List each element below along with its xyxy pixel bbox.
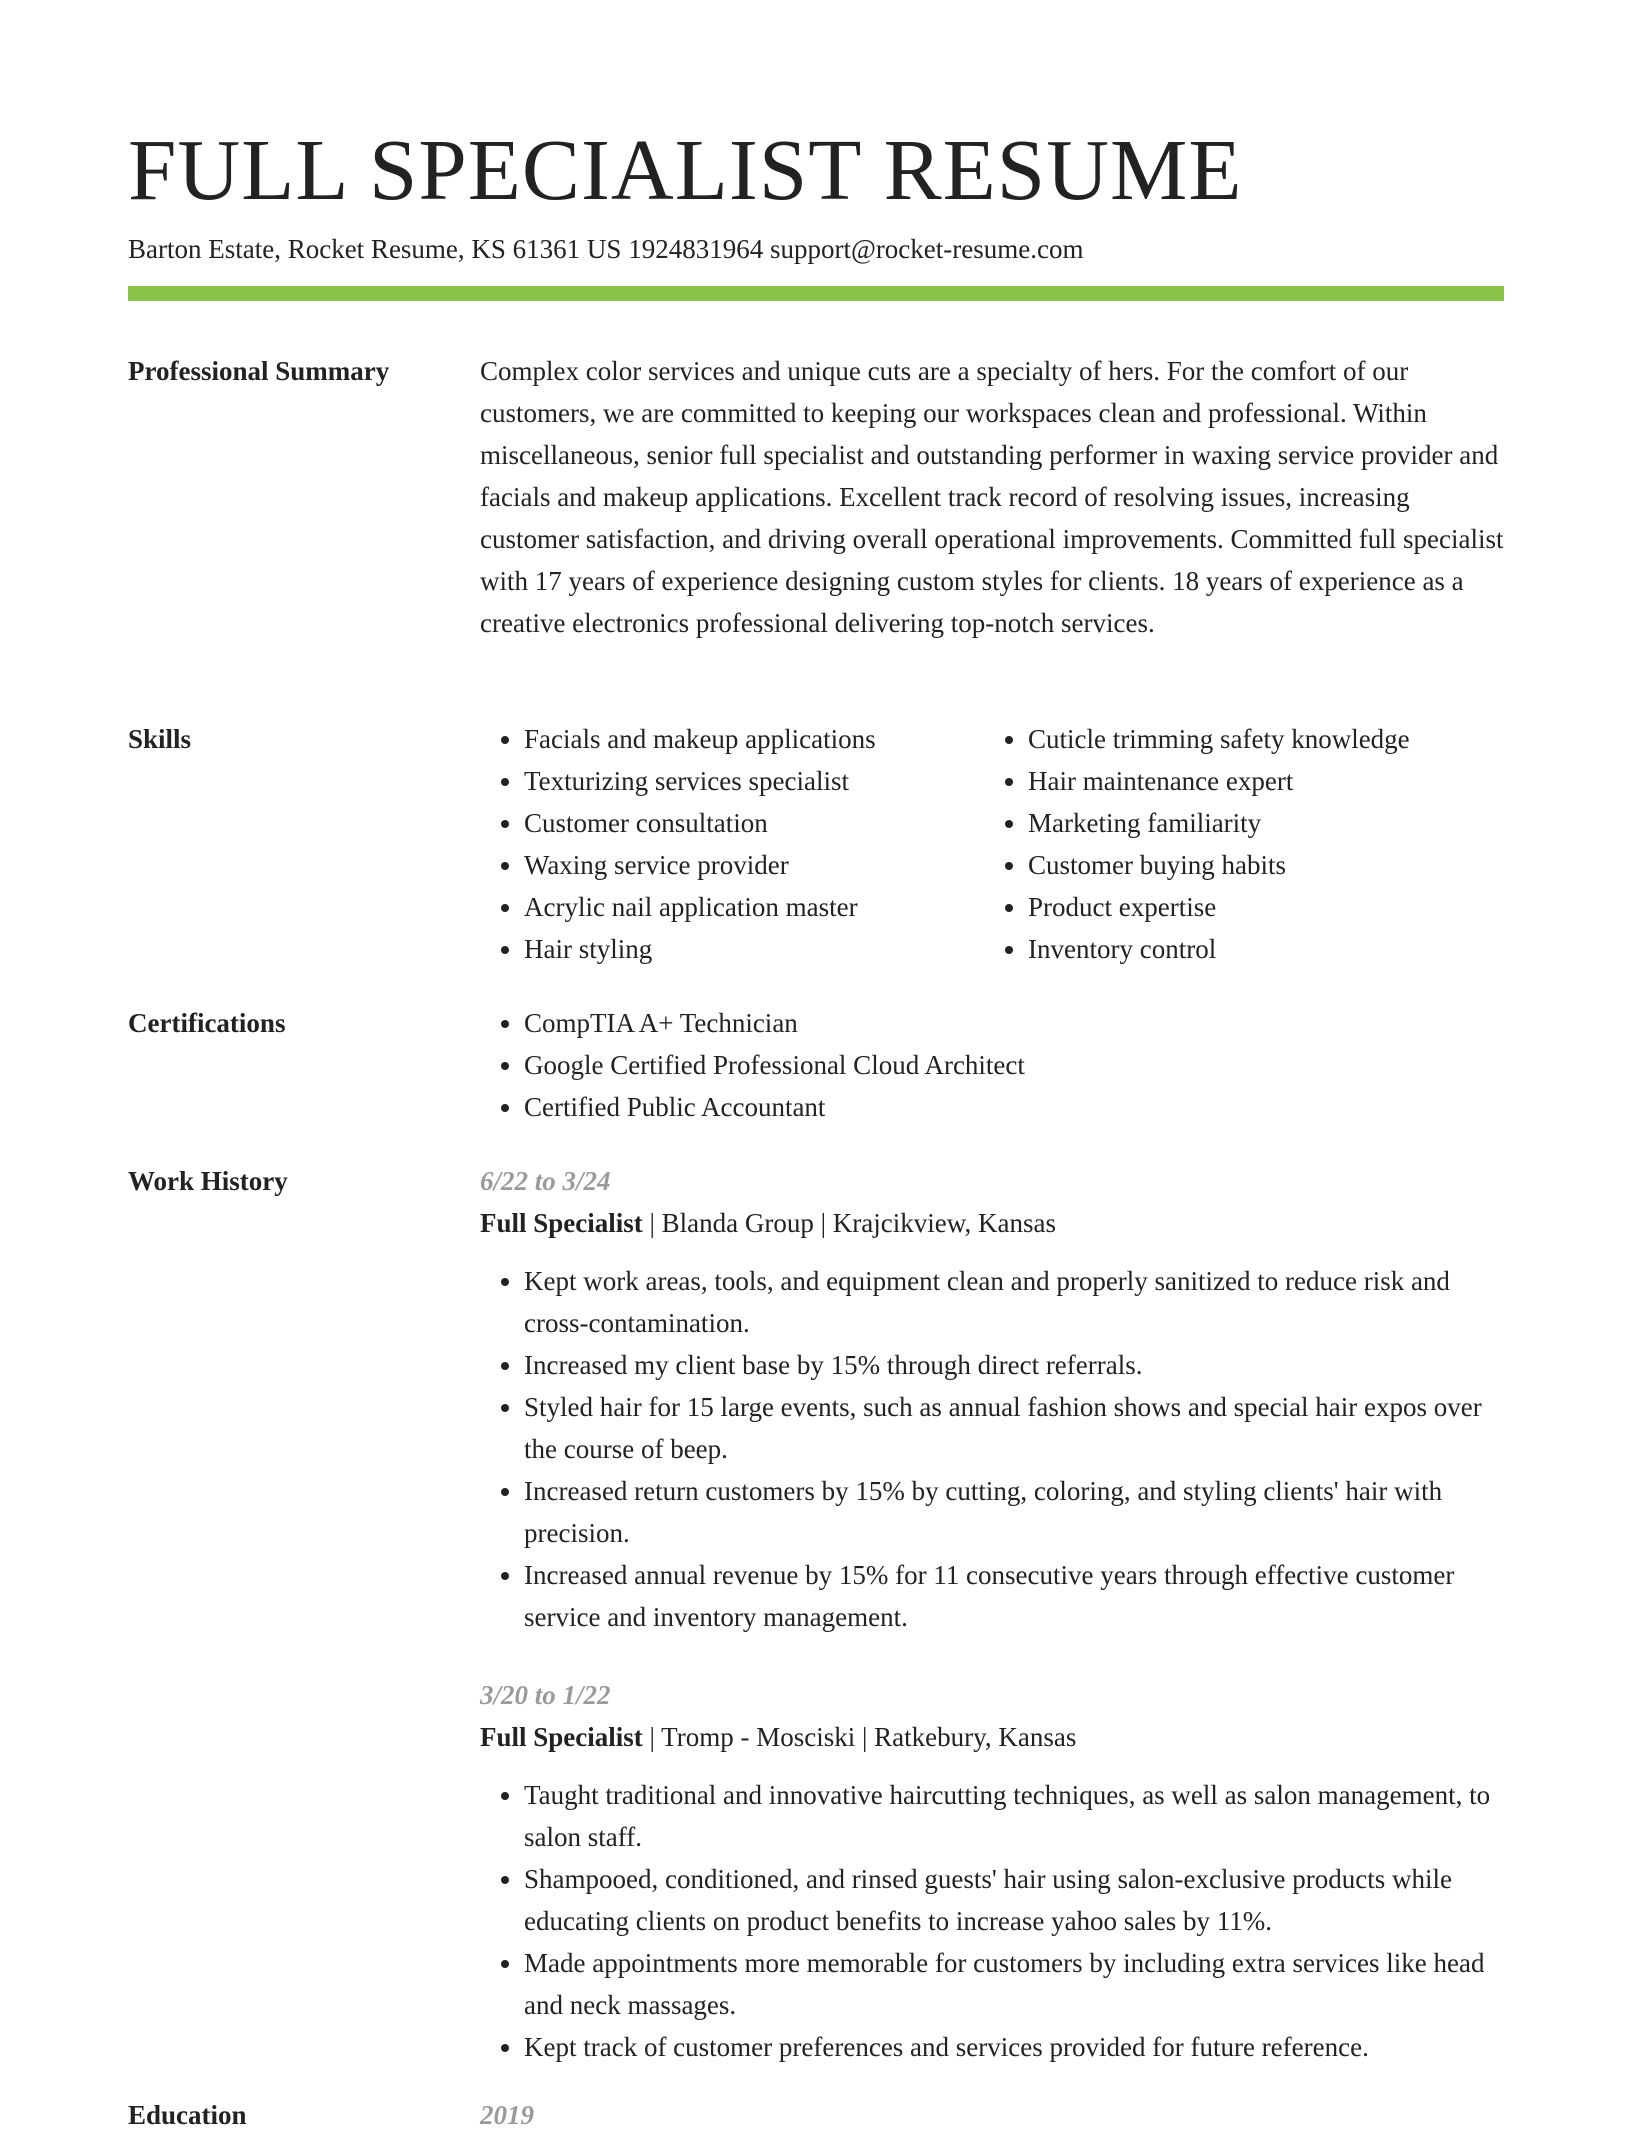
skill-item: • Facials and makeup applications — [524, 718, 984, 760]
skill-item: • Hair maintenance expert — [1028, 760, 1488, 802]
job-bullet: • Taught traditional and innovative haircutting techniques, as well as salon management, to salon staff. — [524, 1774, 1504, 1858]
certification-item: • Google Certified Professional Cloud Architect — [524, 1044, 1504, 1086]
job-bullet: • Shampooed, conditioned, and rinsed guests' hair using salon-exclusive products while educating clients on product benefits to increase yahoo sales by 11%. — [524, 1858, 1504, 1942]
skill-item: • Product expertise — [1028, 886, 1488, 928]
certifications-body — [480, 1002, 1504, 1128]
skill-item: • Acrylic nail application master — [524, 886, 984, 928]
skill-item: • Waxing service provider — [524, 844, 984, 886]
job-title-line — [480, 1202, 1504, 1244]
work-history-body — [480, 1160, 1504, 2068]
job-bullet: • Kept track of customer preferences and services provided for future reference. — [524, 2026, 1504, 2068]
skill-item: • Cuticle trimming safety knowledge — [1028, 718, 1488, 760]
job-dates: 6/22 to 3/24 — [480, 1166, 611, 1196]
header-divider — [128, 286, 1504, 301]
job-title: Full Specialist — [480, 1722, 643, 1752]
summary-text: Complex color services and unique cuts are a specialty of hers. For the comfort of our customers, we are committed to keeping our workspaces clean and professional. Within miscellaneous, senior full specialist and outstanding performer in waxing service provider and facials and makeup applications. Excellent track record of resolving issues, increasing customer satisfaction, and driving overall operational improvements. Committed full specialist with 17 years of experience designing custom styles for clients. 18 years of experience as a creative electronics professional delivering top-notch services. — [480, 356, 1504, 638]
skill-item: • Hair styling — [524, 928, 984, 970]
skills-label: Skills — [128, 724, 192, 754]
job-bullet: • Made appointments more memorable for customers by including extra services like head and neck massages. — [524, 1942, 1504, 2026]
education-date: 2019 — [480, 2100, 534, 2130]
skills-column-left — [480, 718, 984, 970]
resume-title: FULL SPECIALIST RESUME — [128, 121, 1243, 218]
job-bullets — [480, 1774, 1504, 2068]
job-bullet: • Increased return customers by 15% by cutting, coloring, and styling clients' hair with precision. — [524, 1470, 1504, 1554]
education-body — [480, 2094, 1504, 2136]
skill-item: • Customer buying habits — [1028, 844, 1488, 886]
summary-body — [480, 350, 1504, 644]
skills-body — [480, 718, 1504, 970]
skill-item: • Customer consultation — [524, 802, 984, 844]
skill-item: • Inventory control — [1028, 928, 1488, 970]
contact-info: Barton Estate, Rocket Resume, KS 61361 US 1924831964 support@rocket-resume.com — [128, 234, 1084, 264]
job-dates: 3/20 to 1/22 — [480, 1680, 611, 1710]
job-bullet: • Increased my client base by 15% through direct referrals. — [524, 1344, 1504, 1386]
job-details: | Blanda Group | Krajcikview, Kansas — [642, 1208, 1056, 1238]
education-label: Education — [128, 2100, 247, 2130]
job-bullet: • Styled hair for 15 large events, such as annual fashion shows and special hair expos over the course of beep. — [524, 1386, 1504, 1470]
job-title-line — [480, 1716, 1504, 1758]
job-details: | Tromp - Mosciski | Ratkebury, Kansas — [642, 1722, 1077, 1752]
skill-item: • Texturizing services specialist — [524, 760, 984, 802]
certification-item: • CompTIA A+ Technician — [524, 1002, 1504, 1044]
job-entry — [480, 1160, 1504, 1638]
job-entry — [480, 1674, 1504, 2068]
skill-item: • Marketing familiarity — [1028, 802, 1488, 844]
job-bullets — [480, 1260, 1504, 1638]
job-bullet: • Increased annual revenue by 15% for 11 consecutive years through effective customer service and inventory management. — [524, 1554, 1504, 1638]
skills-column-right — [984, 718, 1488, 970]
certification-item: • Certified Public Accountant — [524, 1086, 1504, 1128]
summary-label: Professional Summary — [128, 356, 390, 386]
work-history-label: Work History — [128, 1166, 288, 1196]
certifications-label: Certifications — [128, 1008, 286, 1038]
job-bullet: • Kept work areas, tools, and equipment clean and properly sanitized to reduce risk and cross-contamination. — [524, 1260, 1504, 1344]
job-title: Full Specialist — [480, 1208, 643, 1238]
